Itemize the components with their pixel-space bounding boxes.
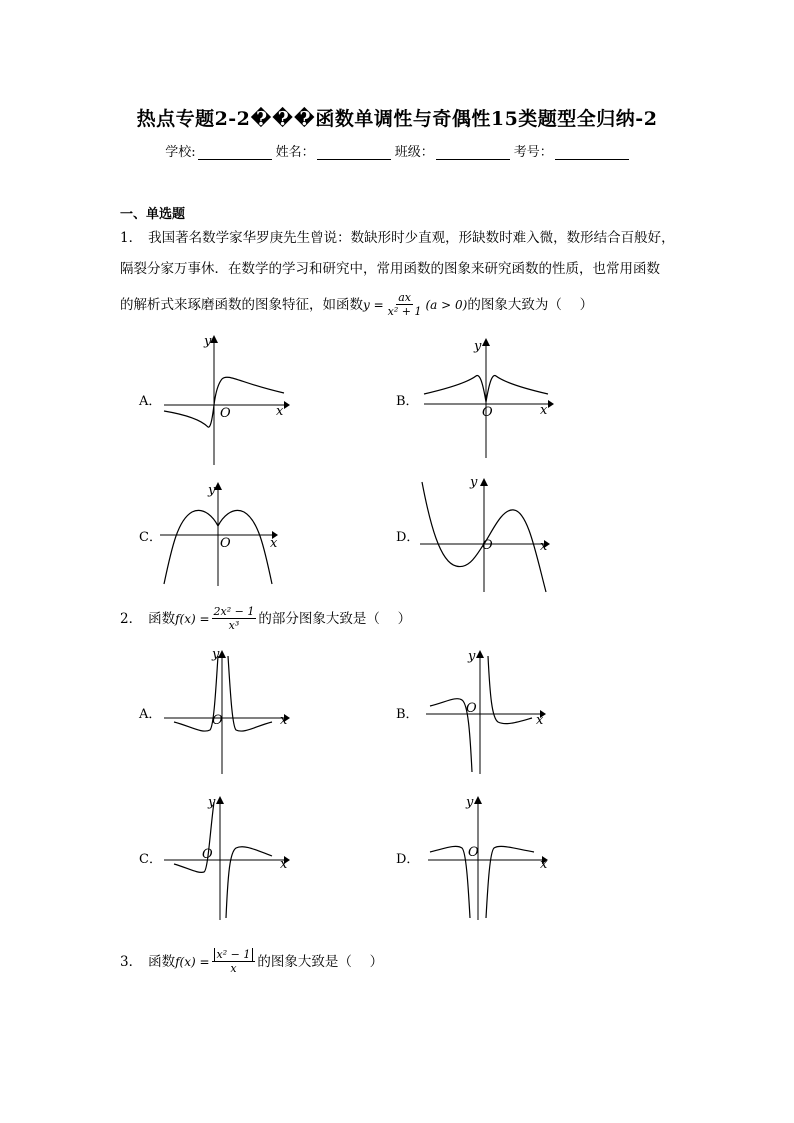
origin-label: O xyxy=(220,406,231,421)
q3-text-post: 的图象大致是（ ） xyxy=(257,953,384,970)
q2-option-a-graph[interactable] xyxy=(160,646,296,776)
q1-option-c-graph[interactable] xyxy=(158,480,282,588)
q3-line xyxy=(120,948,383,975)
q1-formula-lhs: y = xyxy=(363,297,384,312)
y-axis-label: y xyxy=(212,647,220,662)
q1-option-b-label[interactable]: B． xyxy=(396,394,419,409)
x-axis-label: x xyxy=(280,713,288,728)
q1-option-b-graph[interactable] xyxy=(420,336,556,458)
origin-label: O xyxy=(202,847,213,862)
x-axis-label: x xyxy=(270,536,278,551)
origin-label: O xyxy=(212,713,223,728)
x-axis-label: x xyxy=(540,857,548,872)
origin-label: O xyxy=(466,701,477,716)
q1-line2: 隔裂分家万事休．在数学的学习和研究中，常用函数的图象来研究函数的性质，也常用函数 xyxy=(120,261,660,277)
q3-formula xyxy=(175,948,257,975)
q2-option-c-graph[interactable] xyxy=(160,792,296,922)
q2-line xyxy=(120,605,411,632)
origin-label: O xyxy=(482,538,493,553)
name-label: 姓名： xyxy=(275,145,315,160)
y-axis-label: y xyxy=(474,339,482,354)
origin-label: O xyxy=(482,405,493,420)
q2-text-post: 的部分图象大致是（ ） xyxy=(258,610,412,627)
page-title: 热点专题2-2���函数单调性与奇偶性15类题型全归纳-2 xyxy=(136,108,658,130)
q1-fraction xyxy=(386,291,424,318)
exam-no-field[interactable] xyxy=(514,141,629,160)
q2-option-b-graph[interactable] xyxy=(422,646,552,776)
q2-denominator: x³ xyxy=(228,619,240,632)
q1-option-d-graph[interactable] xyxy=(418,474,554,594)
q3-formula-lhs: f(x) = xyxy=(175,954,210,969)
q3-text-pre: 函数 xyxy=(148,953,176,970)
q3-absolute-value: x² − 1 xyxy=(214,948,254,961)
q1-condition: (a > 0) xyxy=(425,297,468,312)
class-blank[interactable] xyxy=(436,145,510,160)
x-axis-label: x xyxy=(280,857,288,872)
y-axis-label: y xyxy=(208,795,216,810)
y-axis-label: y xyxy=(208,483,216,498)
class-field[interactable] xyxy=(395,141,510,160)
q3-fraction xyxy=(212,948,256,975)
q2-option-d-graph[interactable] xyxy=(424,792,554,922)
q1-line1 xyxy=(120,229,675,247)
y-axis-label: y xyxy=(466,795,474,810)
name-blank[interactable] xyxy=(317,145,391,160)
q1-option-a-label[interactable]: A． xyxy=(139,394,162,409)
q3-number: 3． xyxy=(120,953,143,970)
school-blank[interactable] xyxy=(198,145,272,160)
q2-formula-lhs: f(x) = xyxy=(175,611,210,626)
school-label: 学校: xyxy=(165,145,196,160)
exam-no-blank[interactable] xyxy=(555,145,629,160)
q1-text-1: 我国著名数学家华罗庚先生曾说：数缺形时少直观，形缺数时难入微，数形结合百般好， xyxy=(148,230,675,246)
section-heading: 一、单选题 xyxy=(120,207,186,222)
q1-line3 xyxy=(120,291,593,318)
q1-denominator: x² + 1 xyxy=(387,305,422,318)
q1-number: 1． xyxy=(120,230,143,246)
q1-option-d-label[interactable]: D． xyxy=(396,530,420,545)
q2-numerator: 2x² − 1 xyxy=(213,605,255,618)
q2-option-c-label[interactable]: C． xyxy=(139,852,162,867)
q3-numerator xyxy=(212,948,256,962)
q1-option-a-graph[interactable] xyxy=(160,333,290,465)
name-field[interactable] xyxy=(276,141,391,160)
origin-label: O xyxy=(468,845,479,860)
q2-option-a-label[interactable]: A． xyxy=(139,707,162,722)
y-axis-label: y xyxy=(470,475,478,490)
origin-label: O xyxy=(220,536,231,551)
y-axis-label: y xyxy=(468,649,476,664)
q1-text-3-post: 的图象大致为（ ） xyxy=(467,296,594,313)
q2-text-pre: 函数 xyxy=(148,610,176,627)
q2-option-d-label[interactable]: D． xyxy=(396,852,420,867)
q1-option-c-label[interactable]: C． xyxy=(139,530,162,545)
x-axis-label: x xyxy=(540,539,548,554)
q1-numerator: ax xyxy=(398,291,411,304)
school-field[interactable] xyxy=(165,141,271,160)
y-axis-label: y xyxy=(204,334,212,349)
class-label: 班级： xyxy=(394,145,434,160)
x-axis-label: x xyxy=(540,403,548,418)
q1-text-3-pre: 的解析式来琢磨函数的图象特征，如函数 xyxy=(120,296,363,313)
student-info-row xyxy=(0,141,794,160)
q2-formula xyxy=(175,605,258,632)
q2-fraction xyxy=(212,605,257,632)
x-axis-label: x xyxy=(276,404,284,419)
q2-number: 2． xyxy=(120,610,143,627)
q1-formula xyxy=(363,291,467,318)
x-axis-label: x xyxy=(536,713,544,728)
q2-option-b-label[interactable]: B． xyxy=(396,707,419,722)
exam-no-label: 考号： xyxy=(513,145,553,160)
q3-denominator: x xyxy=(230,962,237,975)
